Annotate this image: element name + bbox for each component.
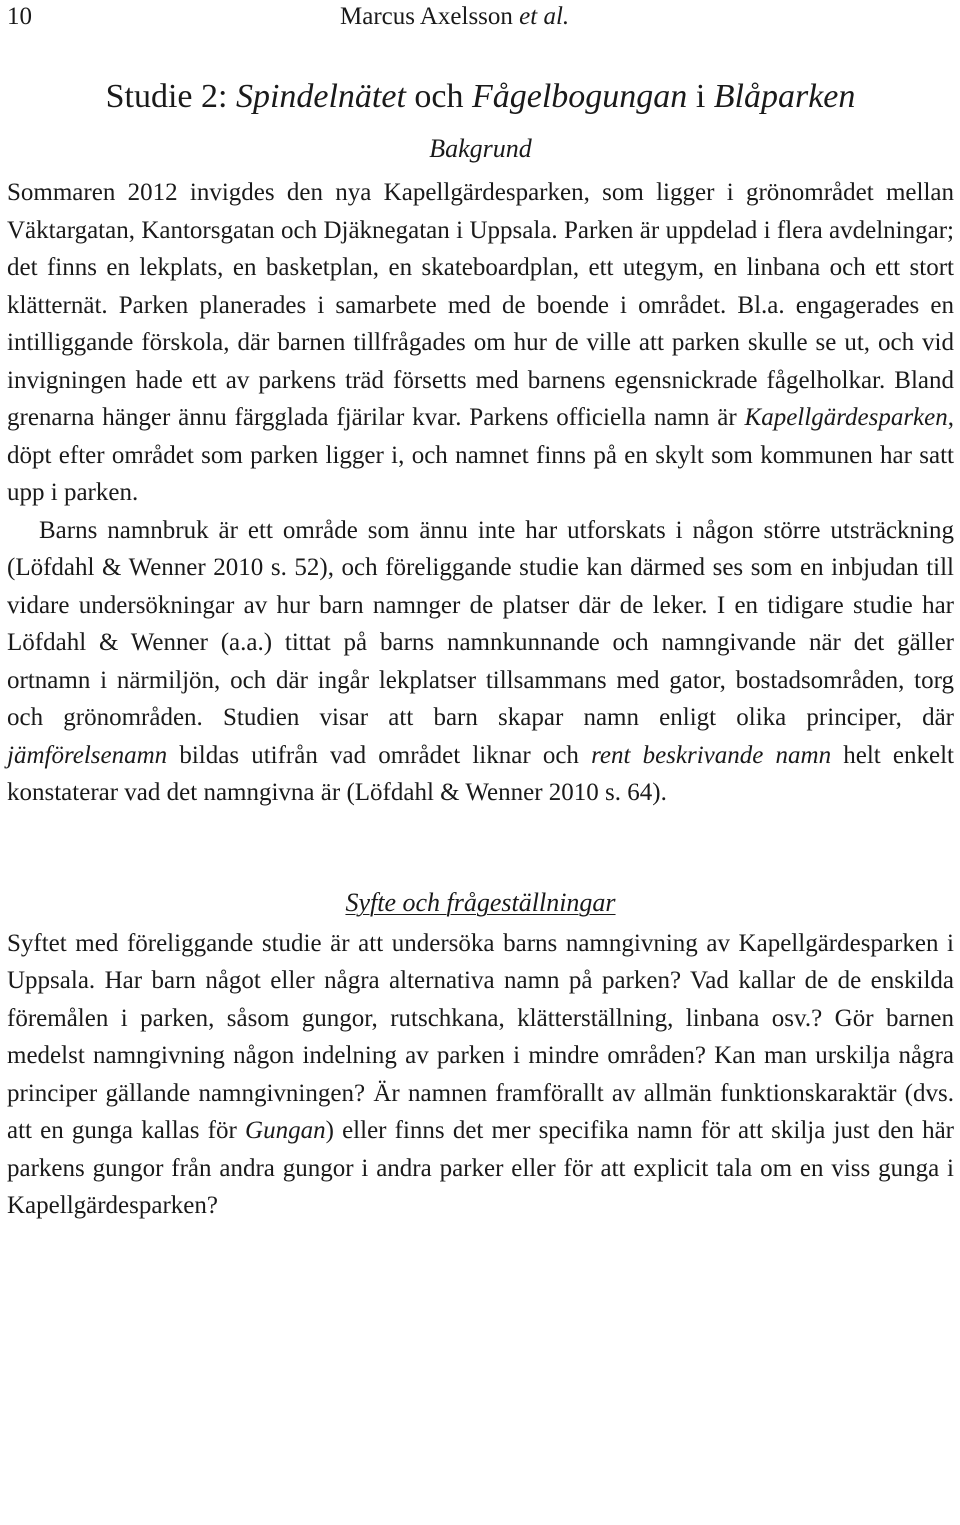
background-p2-term-2: rent beskrivande namn (591, 741, 832, 769)
background-paragraph-2 (7, 512, 954, 812)
title-connector-2: i (687, 78, 714, 115)
author-name: Marcus Axelsson (340, 3, 513, 30)
page-number: 10 (7, 3, 32, 30)
background-paragraph-1 (7, 174, 954, 512)
title-part-fagelbogungan: Fågelbogungan (472, 78, 688, 115)
study-title (7, 77, 954, 117)
background-p2-text-a: Barns namnbruk är ett område som ännu inte har utforskats i någon större utsträckning (Löfdahl & Wenner 2010 s. 52), och föreliggande studie kan därmed ses som en inbjudan till vidare undersökningar av hur barn namnger de platser där de leker. I en tidigare studie har Löfdahl & Wenner (a.a.) tittat på barns namnkunnande och namngivande när det gäller ortnamn i närmiljön, och där ingår lekplatser tillsammans med gator, bostadsområden, torg och grönområden. Studien visar att barn skapar namn enligt olika principer, där (7, 516, 954, 731)
purpose-heading: Syfte och frågeställningar (345, 887, 616, 917)
background-p1-text-b: , döpt efter området som parken ligger i, och namnet finns på en skylt som kommunen har satt upp i parken. (7, 404, 954, 506)
background-p2-text-c: helt enkelt konstaterar vad det namngivna är (Löfdahl & Wenner 2010 s. 64). (7, 741, 954, 806)
background-p1-park-name: Kapellgärdesparken (744, 404, 948, 431)
title-connector: och (405, 78, 472, 115)
purpose-paragraph (7, 925, 954, 1225)
purpose-text-a: Syftet med föreliggande studie är att undersöka barns namngivning av Kapellgärdesparken i Uppsala. Har barn något eller några alternativa namn på parken? Vad kallar de de enskilda föremålen i parken, såsom gungor, rutschkana, klätterställning, linbana osv.? Gör barnen medelst namngivning någon indelning av parken i mindre områden? Kan man urskilja några principer gällande namngivningen? Är namnen framförallt av allmän funktionskaraktär (dvs. att en gunga kallas för (7, 929, 954, 1144)
background-p2-text-b: bildas utifrån vad området liknar och (167, 741, 592, 769)
background-heading: Bakgrund (429, 134, 532, 163)
purpose-text-b: ) eller finns det mer specifika namn för att skilja just den här parkens gungor från andra gungor i andra parker eller för att explicit tala om en viss gunga i Kapellgärdesparken? (7, 1117, 954, 1219)
title-part-blaparken: Blåparken (713, 78, 856, 115)
background-p1-text-a: Sommaren 2012 invigdes den nya Kapellgärdesparken, som ligger i grönområdet mellan Väktargatan, Kantorsgatan och Djäknegatan i Uppsala. Parken är uppdelad i flera avdelningar; det finns en lekplats, en basketplan, en skateboardplan, ett utegym, en linbana och ett stort klätternät. Parken planerades i samarbete med de boende i området. Bl.a. engagerades en intilliggande förskola, där barnen tillfrågades om hur de ville att parken skulle se ut, och vid invigningen hade ett av parkens träd försetts med barnens egensnickrade fågelholkar. Bland grenarna hänger ännu färgglada fjärilar kvar. Parkens officiella namn är (7, 179, 954, 431)
background-p2-term-1: jämförelsenamn (7, 741, 168, 769)
author-suffix: et al. (519, 3, 570, 30)
running-head (7, 0, 954, 33)
title-prefix: Studie 2: (105, 78, 236, 115)
running-author (340, 0, 569, 33)
title-part-spindelnatet: Spindelnätet (235, 78, 406, 115)
purpose-term-gungan: Gungan (245, 1117, 326, 1144)
